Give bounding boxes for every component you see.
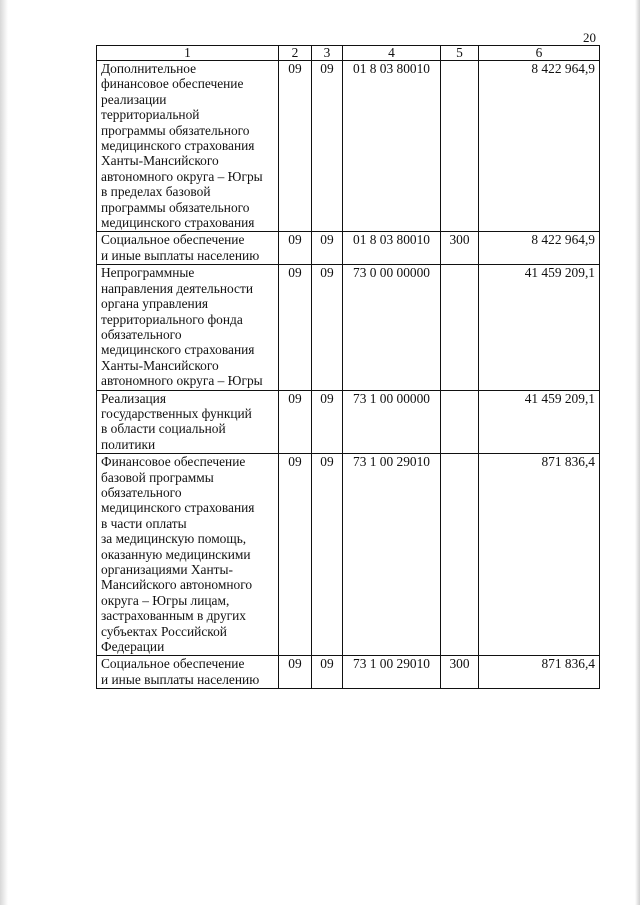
row-target-article-cell: 73 1 00 29010 bbox=[343, 454, 441, 656]
row-name-line: медицинского страхования bbox=[101, 342, 255, 358]
table-row bbox=[97, 390, 600, 454]
row-target-article-cell: 73 1 00 29010 bbox=[343, 656, 441, 689]
row-subsection-cell: 09 bbox=[312, 656, 343, 689]
row-amount-cell: 8 422 964,9 bbox=[479, 232, 600, 265]
row-name-line: органа управления bbox=[101, 296, 209, 312]
scan-edge-left bbox=[0, 0, 8, 905]
row-name-cell bbox=[97, 265, 279, 390]
row-name-line: и иные выплаты населению bbox=[101, 247, 260, 263]
row-subsection-cell: 09 bbox=[312, 232, 343, 265]
row-name-cell bbox=[97, 61, 279, 232]
row-expense-type-cell bbox=[441, 454, 479, 656]
header-col-4: 4 bbox=[343, 46, 441, 61]
row-name-line: Социальное обеспечение bbox=[101, 232, 245, 248]
row-name-line: Ханты-Мансийского bbox=[101, 357, 219, 373]
table-row bbox=[97, 656, 600, 689]
row-name-cell bbox=[97, 656, 279, 689]
row-name-line: Мансийского автономного bbox=[101, 577, 253, 593]
row-name-cell bbox=[97, 454, 279, 656]
row-target-article-cell: 73 0 00 00000 bbox=[343, 265, 441, 390]
row-subsection-cell: 09 bbox=[312, 390, 343, 454]
table-row bbox=[97, 454, 600, 656]
row-name-line: обязательного bbox=[101, 484, 182, 500]
row-expense-type-cell bbox=[441, 61, 479, 232]
row-name-line: медицинского страхования bbox=[101, 500, 255, 516]
row-amount-cell: 871 836,4 bbox=[479, 454, 600, 656]
row-name-line: территориальной bbox=[101, 107, 200, 123]
row-section-cell: 09 bbox=[279, 265, 312, 390]
row-name-line: Социальное обеспечение bbox=[101, 656, 245, 672]
row-name-line: медицинского страхования bbox=[101, 215, 255, 231]
row-target-article-cell: 73 1 00 00000 bbox=[343, 390, 441, 454]
row-name-line: финансовое обеспечение bbox=[101, 76, 244, 92]
row-name-line: в области социальной bbox=[101, 421, 226, 437]
table-row bbox=[97, 232, 600, 265]
row-amount-cell: 41 459 209,1 bbox=[479, 390, 600, 454]
row-name-line: округа – Югры лицам, bbox=[101, 592, 230, 608]
header-col-3: 3 bbox=[312, 46, 343, 61]
row-target-article-cell: 01 8 03 80010 bbox=[343, 61, 441, 232]
row-section-cell: 09 bbox=[279, 61, 312, 232]
row-name-line: Реализация bbox=[101, 390, 167, 406]
row-name-line: программы обязательного bbox=[101, 199, 250, 215]
row-name-line: автономного округа – Югры bbox=[101, 168, 263, 184]
row-name-line: субъектах Российской bbox=[101, 623, 227, 639]
row-name-line: базовой программы bbox=[101, 469, 214, 485]
row-name-line: Финансовое обеспечение bbox=[101, 454, 246, 470]
row-name-line: территориального фонда bbox=[101, 311, 243, 327]
row-name-line: Непрограммные bbox=[101, 265, 195, 281]
row-expense-type-cell: 300 bbox=[441, 656, 479, 689]
row-name-line: медицинского страхования bbox=[101, 138, 255, 154]
row-subsection-cell: 09 bbox=[312, 454, 343, 656]
row-name-line: направления деятельности bbox=[101, 280, 254, 296]
row-name-line: организациями Ханты- bbox=[101, 562, 233, 577]
row-expense-type-cell: 300 bbox=[441, 232, 479, 265]
row-name-cell bbox=[97, 232, 279, 265]
row-section-cell: 09 bbox=[279, 656, 312, 689]
row-expense-type-cell bbox=[441, 265, 479, 390]
row-subsection-cell: 09 bbox=[312, 61, 343, 232]
header-col-1: 1 bbox=[97, 46, 279, 61]
row-amount-cell: 8 422 964,9 bbox=[479, 61, 600, 232]
table-row bbox=[97, 61, 600, 232]
row-amount-cell: 871 836,4 bbox=[479, 656, 600, 689]
row-name-line: автономного округа – Югры bbox=[101, 373, 263, 389]
header-row bbox=[97, 46, 600, 61]
row-name-line: оказанную медицинскими bbox=[101, 546, 251, 562]
row-name-line: реализации bbox=[101, 91, 167, 107]
row-name-cell bbox=[97, 390, 279, 454]
row-name-line: за медицинскую помощь, bbox=[101, 531, 247, 547]
row-name-line: Федерации bbox=[101, 639, 165, 655]
row-target-article-cell: 01 8 03 80010 bbox=[343, 232, 441, 265]
row-name-line: политики bbox=[101, 436, 156, 452]
row-section-cell: 09 bbox=[279, 454, 312, 656]
header-col-2: 2 bbox=[279, 46, 312, 61]
row-name-line: в части оплаты bbox=[101, 515, 187, 531]
page-number: 20 bbox=[583, 30, 596, 45]
row-name-line: обязательного bbox=[101, 326, 182, 342]
row-name-line: Дополнительное bbox=[101, 61, 197, 76]
header-col-6: 6 bbox=[479, 46, 600, 61]
row-section-cell: 09 bbox=[279, 390, 312, 454]
row-name-line: программы обязательного bbox=[101, 122, 250, 138]
table-body bbox=[97, 61, 600, 689]
budget-table bbox=[96, 45, 600, 689]
row-name-line: застрахованным в других bbox=[101, 608, 247, 624]
row-name-line: государственных функций bbox=[101, 405, 252, 421]
row-name-line: Ханты-Мансийского bbox=[101, 153, 219, 169]
row-section-cell: 09 bbox=[279, 232, 312, 265]
scan-edge-right bbox=[635, 0, 640, 905]
table-header bbox=[97, 46, 600, 61]
row-name-line: в пределах базовой bbox=[101, 184, 211, 200]
row-expense-type-cell bbox=[441, 390, 479, 454]
row-name-line: и иные выплаты населению bbox=[101, 671, 260, 687]
row-amount-cell: 41 459 209,1 bbox=[479, 265, 600, 390]
table-row bbox=[97, 265, 600, 390]
row-subsection-cell: 09 bbox=[312, 265, 343, 390]
header-col-5: 5 bbox=[441, 46, 479, 61]
